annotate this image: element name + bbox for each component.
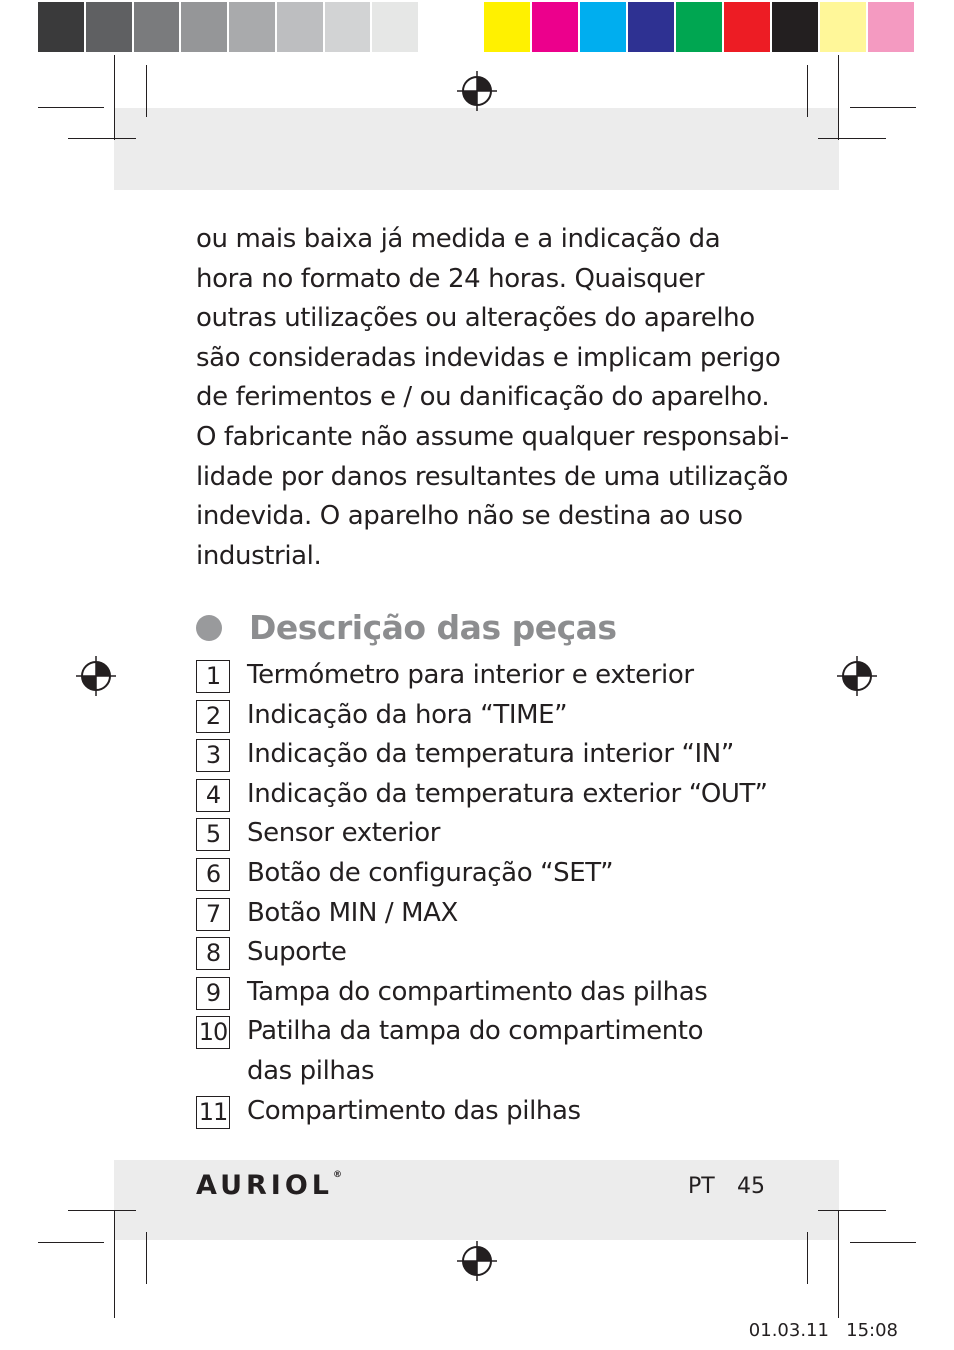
list-item (196, 814, 796, 854)
color-swatch (86, 2, 134, 52)
registered-mark: ® (332, 1170, 342, 1180)
list-item (196, 656, 796, 696)
part-number-box: 1 (196, 660, 230, 693)
paragraph-line: de ferimentos e / ou danificação do aparelho. (196, 382, 770, 413)
color-swatch (484, 2, 532, 52)
registration-mark-icon (456, 1240, 498, 1282)
part-label: Sensor exterior (247, 818, 441, 849)
brand-name: AURIOL (196, 1170, 333, 1201)
part-number-box: 6 (196, 858, 230, 891)
part-label: Patilha da tampa do compartimento (247, 1016, 704, 1047)
bullet-dot-icon (196, 615, 222, 641)
body-paragraph (196, 220, 789, 576)
section-heading (196, 608, 617, 647)
color-swatch (134, 2, 182, 52)
parts-list (196, 656, 796, 1131)
color-swatch (676, 2, 724, 52)
part-number-box: 9 (196, 977, 230, 1010)
color-swatch (229, 2, 277, 52)
part-label: Tampa do compartimento das pilhas (247, 976, 708, 1007)
paragraph-line: ou mais baixa já medida e a indicação da (196, 224, 721, 254)
part-label: Botão de configuração “SET” (247, 857, 614, 888)
list-item (196, 696, 796, 736)
part-number-box: 4 (196, 779, 230, 812)
list-item (196, 1092, 796, 1132)
part-number-box: 2 (196, 700, 230, 733)
part-label-continued: das pilhas (247, 1055, 375, 1086)
color-swatch (181, 2, 229, 52)
part-number-box: 11 (196, 1096, 230, 1129)
color-swatch (580, 2, 628, 52)
color-calibration-bar (484, 2, 916, 52)
list-item (196, 933, 796, 973)
paragraph-line: indevida. O aparelho não se destina ao uso (196, 501, 743, 532)
part-label: Indicação da temperatura interior “IN” (247, 739, 734, 770)
language-code: PT (688, 1174, 715, 1199)
color-swatch (277, 2, 325, 52)
part-number-box: 7 (196, 898, 230, 931)
print-timestamp: 01.03.11 15:08 (748, 1320, 898, 1341)
paragraph-line: O fabricante não assume qualquer responsabi- (196, 421, 789, 452)
part-number-box: 8 (196, 937, 230, 970)
part-label: Compartimento das pilhas (247, 1095, 581, 1126)
part-label: Indicação da temperatura exterior “OUT” (247, 778, 768, 809)
part-label: Indicação da hora “TIME” (247, 699, 568, 730)
paragraph-line: são consideradas indevidas e implicam perigo (196, 342, 781, 373)
color-swatch (628, 2, 676, 52)
registration-mark-icon (456, 70, 498, 112)
color-swatch (325, 2, 373, 52)
list-item (196, 973, 796, 1013)
registration-mark-icon (836, 655, 878, 697)
color-swatch (38, 2, 86, 52)
paragraph-line: lidade por danos resultantes de uma utilização (196, 461, 789, 492)
part-number-box: 3 (196, 739, 230, 772)
color-swatch (772, 2, 820, 52)
color-swatch (420, 2, 468, 52)
list-item (196, 854, 796, 894)
part-label: Termómetro para interior e exterior (247, 660, 694, 690)
list-item (196, 735, 796, 775)
paragraph-line: outras utilizações ou alterações do aparelho (196, 303, 755, 334)
color-swatch (868, 2, 916, 52)
color-swatch (372, 2, 420, 52)
list-item (196, 1012, 796, 1091)
paragraph-line: industrial. (196, 540, 322, 571)
part-label: Botão MIN / MAX (247, 897, 458, 928)
grayscale-calibration-bar (38, 2, 468, 52)
list-item (196, 894, 796, 934)
section-title: Descrição das peças (249, 608, 617, 647)
brand-logo (196, 1170, 342, 1201)
header-band (114, 108, 839, 190)
color-swatch (724, 2, 772, 52)
registration-mark-icon (75, 655, 117, 697)
list-item (196, 775, 796, 815)
part-number-box: 5 (196, 818, 230, 851)
part-number-box: 10 (196, 1016, 230, 1049)
part-label: Suporte (247, 937, 347, 968)
color-swatch (820, 2, 868, 52)
page-number: 45 (737, 1174, 765, 1199)
paragraph-line: hora no formato de 24 horas. Quaisquer (196, 263, 705, 294)
color-swatch (532, 2, 580, 52)
